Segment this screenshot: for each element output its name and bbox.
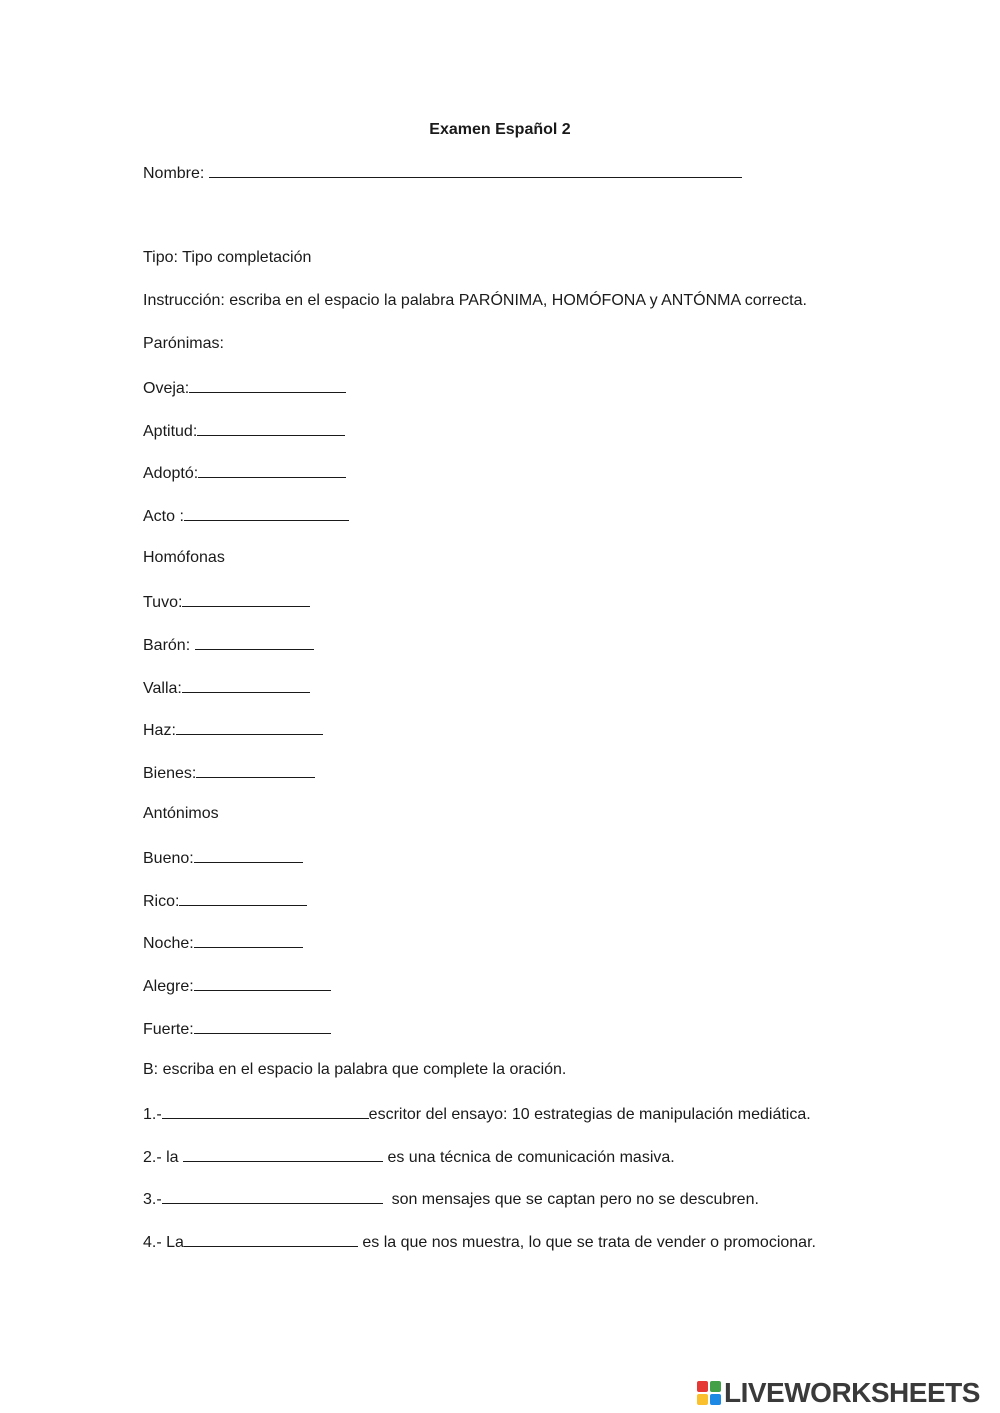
item-label: Adoptó:: [143, 465, 199, 482]
q1-prefix: 1.-: [143, 1106, 162, 1123]
part-b-instruction: B: escriba en el espacio la palabra que complete la oración.: [143, 1061, 567, 1078]
list-item: [143, 376, 346, 400]
list-item: [143, 676, 310, 700]
list-item: [143, 761, 315, 785]
list-item: [143, 419, 345, 443]
answer-input[interactable]: [194, 1017, 331, 1034]
list-item: [143, 889, 307, 913]
sentence-3: [143, 1187, 759, 1211]
type-line: Tipo: Tipo completación: [143, 249, 312, 266]
list-item: [143, 1017, 331, 1041]
answer-input[interactable]: [198, 461, 346, 478]
logo-block: [710, 1394, 721, 1405]
item-label: Oveja:: [143, 380, 190, 397]
item-label: Haz:: [143, 722, 176, 739]
item-label: Alegre:: [143, 978, 194, 995]
q4-input[interactable]: [184, 1230, 358, 1247]
item-label: Acto :: [143, 508, 184, 525]
item-label: Noche:: [143, 935, 194, 952]
list-item: [143, 590, 310, 614]
answer-input[interactable]: [184, 504, 349, 521]
list-item: [143, 461, 346, 485]
list-item: [143, 974, 331, 998]
item-label: Fuerte:: [143, 1021, 194, 1038]
answer-input[interactable]: [194, 846, 303, 863]
list-item: [143, 504, 349, 528]
q2-suffix: es una técnica de comunicación masiva.: [383, 1149, 675, 1166]
page-title: Examen Español 2: [429, 121, 571, 138]
answer-input[interactable]: [179, 889, 307, 906]
answer-input[interactable]: [176, 718, 323, 735]
sentence-2: [143, 1145, 675, 1169]
name-label: Nombre:: [143, 165, 209, 182]
answer-input[interactable]: [182, 590, 310, 607]
instruction-line: Instrucción: escriba en el espacio la palabra PARÓNIMA, HOMÓFONA y ANTÓNMA correcta.: [143, 292, 807, 309]
item-label: Tuvo:: [143, 594, 183, 611]
antonimos-heading: Antónimos: [143, 805, 219, 822]
sentence-4: [143, 1230, 816, 1254]
item-label: Bienes:: [143, 765, 197, 782]
list-item: [143, 931, 303, 955]
paronimas-heading: Parónimas:: [143, 335, 224, 352]
name-input[interactable]: [209, 161, 742, 178]
item-label: Aptitud:: [143, 423, 198, 440]
liveworksheets-logo: [697, 1378, 980, 1408]
name-row: [143, 161, 742, 185]
list-item: [143, 846, 303, 870]
sentence-1: [143, 1102, 811, 1126]
logo-text: LIVEWORKSHEETS: [724, 1377, 980, 1408]
answer-input[interactable]: [194, 974, 331, 991]
list-item: [143, 633, 314, 657]
q4-prefix: 4.- La: [143, 1234, 184, 1251]
q2-input[interactable]: [183, 1145, 383, 1162]
logo-block: [710, 1381, 721, 1392]
item-label: Barón:: [143, 637, 195, 654]
homofonas-heading: Homófonas: [143, 549, 225, 566]
q2-prefix: 2.- la: [143, 1149, 184, 1166]
list-item: [143, 718, 323, 742]
logo-block: [697, 1381, 708, 1392]
item-label: Bueno:: [143, 850, 194, 867]
answer-input[interactable]: [182, 676, 310, 693]
answer-input[interactable]: [197, 419, 345, 436]
q3-suffix: son mensajes que se captan pero no se descubren.: [382, 1191, 759, 1208]
q4-suffix: es la que nos muestra, lo que se trata de vender o promocionar.: [357, 1234, 816, 1251]
q1-suffix: escritor del ensayo: 10 estrategias de manipulación mediática.: [368, 1106, 811, 1123]
logo-block: [697, 1394, 708, 1405]
answer-input[interactable]: [194, 931, 303, 948]
q3-input[interactable]: [162, 1187, 383, 1204]
item-label: Rico:: [143, 893, 180, 910]
q1-input[interactable]: [162, 1102, 369, 1119]
item-label: Valla:: [143, 680, 182, 697]
answer-input[interactable]: [189, 376, 346, 393]
answer-input[interactable]: [196, 761, 315, 778]
answer-input[interactable]: [195, 633, 314, 650]
logo-blocks-icon: [697, 1381, 721, 1405]
q3-prefix: 3.-: [143, 1191, 162, 1208]
